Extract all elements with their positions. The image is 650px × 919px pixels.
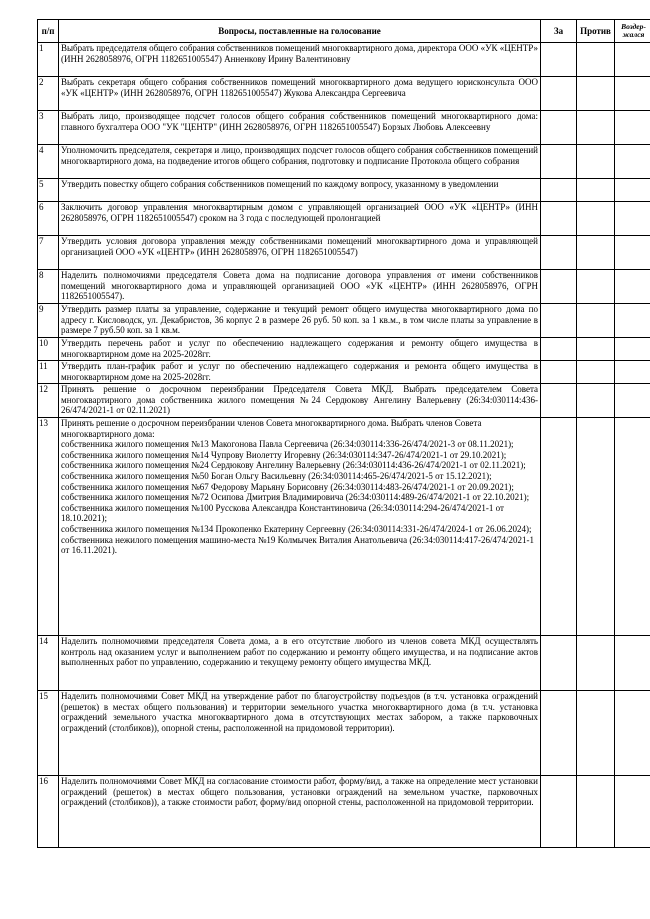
header-number: п/п — [38, 20, 59, 43]
vote-against-cell-12[interactable] — [577, 384, 615, 418]
question-number: 7 — [38, 236, 59, 270]
vote-against-cell-15[interactable] — [577, 691, 615, 776]
vote-abstain-cell-8[interactable] — [615, 270, 650, 304]
question-text: Уполномочить председателя, секретаря и лицо, производящих подсчет голосов общего собрания собственников помещений многоквартирного дома, на подведение итогов общего собрания, подготовку и подписание Протокола общего собрания — [59, 145, 541, 179]
question-number: 10 — [38, 338, 59, 361]
vote-abstain-cell-15[interactable] — [615, 691, 650, 776]
question-intro: Принять решение о досрочном переизбрании членов Совета многоквартирного дома. Выбрать членов Совета многоквартирного дома: — [61, 418, 482, 439]
vote-for-cell-3[interactable] — [541, 111, 577, 145]
council-candidate: собственника жилого помещения №72 Осипова Дмитрия Владимировича (26:34:030114:489-26/474/2021-1 от 22.10.2021); — [61, 492, 530, 503]
question-text: Утвердить перечень работ и услуг по обеспечению надлежащего содержания и ремонту общего имущества в многоквартирном доме на 2025-2028гг. — [59, 338, 541, 361]
vote-for-cell-6[interactable] — [541, 202, 577, 236]
vote-abstain-cell-11[interactable] — [615, 361, 650, 384]
question-number: 8 — [38, 270, 59, 304]
vote-for-cell-7[interactable] — [541, 236, 577, 270]
header-question: Вопросы, поставленные на голосование — [59, 20, 541, 43]
question-number: 3 — [38, 111, 59, 145]
question-row-10 — [38, 338, 650, 361]
council-candidate: собственника жилого помещения №134 Прокопенко Екатерину Сергеевну (26:34:030114:331-26/474/2024-1 от 26.06.2024); — [61, 523, 532, 534]
question-number: 16 — [38, 776, 59, 848]
vote-against-cell-8[interactable] — [577, 270, 615, 304]
vote-for-cell-4[interactable] — [541, 145, 577, 179]
council-candidate: собственника жилого помещения №24 Сердюкову Ангелину Валерьевну (26:34:030114:436-26/474/2021-1 от 02.11.2021); — [61, 460, 526, 471]
vote-for-cell-16[interactable] — [541, 776, 577, 848]
question-text: Наделить полномочиями председателя Совета дома на подписание договора управления от имени собственников помещений многоквартирного дома и управляющей организацией ООО «УК «ЦЕНТР» (ИНН 2628058976, ОГРН 1182651005547). — [59, 270, 541, 304]
council-candidate: собственника жилого помещения №67 Федорову Марьяну Борисовну (26:34:030114:483-26/474/2021-1 от 20.09.2021); — [61, 481, 514, 492]
question-row-14 — [38, 636, 650, 691]
question-text: Заключить договор управления многоквартирным домом с управляющей организацией ООО «УК «ЦЕНТР» (ИНН 2628058976, ОГРН 1182651005547) сроком на 3 года с последующей пролонгацией — [59, 202, 541, 236]
vote-abstain-cell-1[interactable] — [615, 43, 650, 77]
question-row-5 — [38, 179, 650, 202]
council-candidate: собственника жилого помещения №14 Чупрову Виолетту Игоревну (26:34:030114:347-26/474/2021-1 от 29.10.2021); — [61, 449, 507, 460]
question-row-11 — [38, 361, 650, 384]
question-text: Утвердить условия договора управления между собственниками помещений многоквартирного дома и управляющей организацией ООО «УК «ЦЕНТР» (ИНН 2628058976, ОГРН 1182651005547) — [59, 236, 541, 270]
council-candidate: собственника жилого помещения №100 Русскова Александра Константиновича (26:34:030114:294-26/474/2021-1 от 18.10.2021); — [61, 502, 504, 524]
vote-abstain-cell-3[interactable] — [615, 111, 650, 145]
question-text: Выбрать лицо, производящее подсчет голосов общего собрания собственников помещений многоквартирного дома: главного бухгалтера ООО "УК "ЦЕНТР" (ИНН 2628058976, ОГРН 1182651005547) Борзых Любовь Алексеевну — [59, 111, 541, 145]
vote-for-cell-12[interactable] — [541, 384, 577, 418]
question-row-12 — [38, 384, 650, 418]
vote-for-cell-5[interactable] — [541, 179, 577, 202]
question-text: Выбрать председателя общего собрания собственников помещений многоквартирного дома, директора ООО «УК «ЦЕНТР» (ИНН 2628058976, ОГРН 1182651005547) Анненкову Ирину Валентиновну — [59, 43, 541, 77]
voting-table — [37, 19, 650, 848]
question-number: 13 — [38, 418, 59, 636]
vote-for-cell-1[interactable] — [541, 43, 577, 77]
vote-against-cell-2[interactable] — [577, 77, 615, 111]
vote-against-cell-1[interactable] — [577, 43, 615, 77]
question-row-8 — [38, 270, 650, 304]
council-candidate: собственника нежилого помещения машино-места №19 Колмычек Виталия Анатольевича (26:34:030114:417-26/474/2021-1 от 16.11.2021). — [61, 534, 534, 556]
question-number: 15 — [38, 691, 59, 776]
question-row-4 — [38, 145, 650, 179]
question-text: Выбрать секретаря общего собрания собственников помещений многоквартирного дома ведущего юрисконсульта ООО «УК «ЦЕНТР» (ИНН 2628058976, ОГРН 1182651005547) Жукова Александра Сергеевича — [59, 77, 541, 111]
vote-for-cell-9[interactable] — [541, 304, 577, 338]
vote-for-cell-11[interactable] — [541, 361, 577, 384]
vote-against-cell-16[interactable] — [577, 776, 615, 848]
question-row-13 — [38, 418, 650, 636]
header-row — [38, 20, 650, 43]
question-row-6 — [38, 202, 650, 236]
vote-abstain-cell-7[interactable] — [615, 236, 650, 270]
vote-for-cell-15[interactable] — [541, 691, 577, 776]
question-row-2 — [38, 77, 650, 111]
question-number: 6 — [38, 202, 59, 236]
vote-for-cell-2[interactable] — [541, 77, 577, 111]
question-text: Утвердить размер платы за управление, содержание и текущий ремонт общего имущества многоквартирного дома по адресу г. Кисловодск, ул. Декабристов, 36 корпус 2 в размере 26 руб. 50 коп. за 1 кв.м., в том числе платы за управление в размере 7 руб.50 коп. за 1 кв.м. — [59, 304, 541, 338]
header-against: Против — [577, 20, 615, 43]
question-text: Принять решение о досрочном переизбрании Председателя Совета МКД. Выбрать председателем Совета многоквартирного дома собственника жилого помещения №24 Сердюкову Ангелину Валерьевну (26:34:030114:436-26/474/2021-1 от 02.11.2021) — [59, 384, 541, 418]
question-number: 14 — [38, 636, 59, 691]
vote-against-cell-5[interactable] — [577, 179, 615, 202]
vote-abstain-cell-5[interactable] — [615, 179, 650, 202]
vote-abstain-cell-4[interactable] — [615, 145, 650, 179]
vote-against-cell-14[interactable] — [577, 636, 615, 691]
vote-abstain-cell-12[interactable] — [615, 384, 650, 418]
council-candidate: собственника жилого помещения №13 Макогонова Павла Сергеевича (26:34:030114:336-26/474/2021-3 от 08.11.2021); — [61, 439, 514, 450]
vote-abstain-cell-9[interactable] — [615, 304, 650, 338]
vote-for-cell-14[interactable] — [541, 636, 577, 691]
question-number: 1 — [38, 43, 59, 77]
vote-abstain-cell-13[interactable] — [615, 418, 650, 636]
vote-abstain-cell-6[interactable] — [615, 202, 650, 236]
question-row-7 — [38, 236, 650, 270]
vote-for-cell-8[interactable] — [541, 270, 577, 304]
question-text: Наделить полномочиями Совет МКД на согласование стоимости работ, форму/вид, а также на определение мест установки ограждений (решеток) в местах общего пользования, установки ограждений на земельном участке, парковочных ограждений (столбиков)), а также стоимости работ, форму/вид опорной стены, расположенной на придомовой территории. — [59, 776, 541, 848]
question-text — [59, 418, 541, 636]
vote-against-cell-4[interactable] — [577, 145, 615, 179]
header-abstain: Воздер-жался — [615, 20, 650, 43]
vote-abstain-cell-14[interactable] — [615, 636, 650, 691]
vote-against-cell-6[interactable] — [577, 202, 615, 236]
vote-against-cell-11[interactable] — [577, 361, 615, 384]
vote-abstain-cell-2[interactable] — [615, 77, 650, 111]
vote-against-cell-9[interactable] — [577, 304, 615, 338]
vote-against-cell-7[interactable] — [577, 236, 615, 270]
question-row-15 — [38, 691, 650, 776]
vote-abstain-cell-10[interactable] — [615, 338, 650, 361]
question-text: Утвердить план-график работ и услуг по обеспечению надлежащего содержания и ремонта общего имущества в многоквартирном доме на 2025-2028гг. — [59, 361, 541, 384]
vote-for-cell-10[interactable] — [541, 338, 577, 361]
vote-against-cell-13[interactable] — [577, 418, 615, 636]
question-text: Утвердить повестку общего собрания собственников помещений по каждому вопросу, указанному в уведомлении — [59, 179, 541, 202]
question-number: 9 — [38, 304, 59, 338]
question-number: 12 — [38, 384, 59, 418]
question-number: 11 — [38, 361, 59, 384]
vote-against-cell-3[interactable] — [577, 111, 615, 145]
question-text: Наделить полномочиями председателя Совета дома, а в его отсутствие любого из членов совета МКД осуществлять контроль над оказанием услуг и выполнением работ по содержанию и ремонту общего имущества, и на подписание актов выполненных работ по управлению, содержанию и текущему ремонту общего имущества МКД. — [59, 636, 541, 691]
vote-abstain-cell-16[interactable] — [615, 776, 650, 848]
council-candidate: собственника жилого помещения №50 Боган Ольгу Васильевну (26:34:030114:465-26/474/2021-5 от 15.12.2021); — [61, 470, 492, 481]
question-row-16 — [38, 776, 650, 848]
question-row-9 — [38, 304, 650, 338]
question-number: 5 — [38, 179, 59, 202]
question-number: 4 — [38, 145, 59, 179]
vote-for-cell-13[interactable] — [541, 418, 577, 636]
vote-against-cell-10[interactable] — [577, 338, 615, 361]
question-text: Наделить полномочиями Совет МКД на утверждение работ по благоустройству подъездов (в т.ч. установка ограждений (решеток) в местах общего пользования) и территории земельного участка многоквартирного дома (в т.ч. установка ограждений земельного участка многоквартирного дома в отсутствующих местах забором, а также парковочных ограждений (столбиков)), опорной стены, расположенной на придомовой территории). — [59, 691, 541, 776]
question-row-1 — [38, 43, 650, 77]
question-number: 2 — [38, 77, 59, 111]
question-row-3 — [38, 111, 650, 145]
header-for: За — [541, 20, 577, 43]
